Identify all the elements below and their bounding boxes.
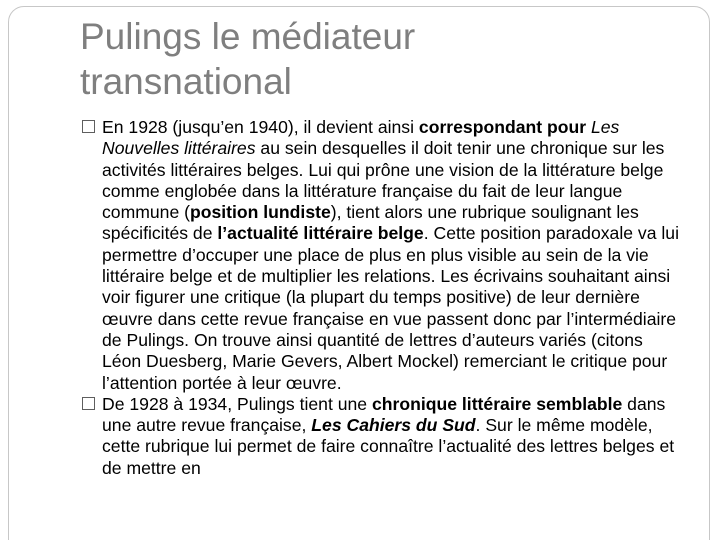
para1-text-5: . Cette position paradoxale va lui permettre d’occuper une place de plus en plus visible au sein de la vie littéraire belge et de multiplier les relations. Les écrivains souhaitant ainsi voir figurer une critique (la plupart du temps positive) de leur dernière œuvre dans cette revue française en vue passent donc par l’intermédiaire de Pulings. On trouve ainsi quantité de lettres d’auteurs variés (citons Léon Duesberg, Marie Gevers, Albert Mockel) remerciant le critique pour l’attention portée à leur œuvre. [102,223,679,393]
para2-bold-chronique: chronique littéraire semblable [371,393,623,414]
slide-body [82,117,682,479]
square-bullet-icon [82,397,95,410]
para1-bold-actualite: l’actualité littéraire belge [217,223,424,244]
para1-italic-nouvelles: Les Nouvelles littéraires [102,117,620,159]
square-bullet-icon [82,120,95,133]
para1-text-3: au sein desquelles il doit tenir une chronique sur les activités littéraires belges. Lui qui prône une vision de la littérature belge comme englobée dans la littérature française du fait de leur langue commune ( [102,138,665,223]
para1-bold-correspondant: correspondant pour [418,117,587,137]
para2-text-1: De 1928 à 1934, Pulings tient une [102,393,372,414]
para1-text-1: En 1928 (jusqu’en 1940), il devient ainsi [102,117,419,137]
para2-text-2: dans une autre revue française, [102,393,666,436]
para2-text-3: . Sur le même modèle, cette rubrique lui permet de faire connaître l’actualité des lettres belges et de mettre en [102,415,675,478]
slide-title [80,14,680,104]
title-line-2: transnational [80,61,292,102]
bullet-paragraph-1 [82,117,682,394]
para1-text-4: ), tient alors une rubrique soulignant les spécificités de [102,202,639,244]
bullet-paragraph-2 [82,394,682,479]
para2-bolditalic-cahiers: Les Cahiers du Sud [311,415,476,436]
title-line-1: Pulings le médiateur [80,16,416,57]
para1-bold-position: position lundiste [190,202,331,223]
